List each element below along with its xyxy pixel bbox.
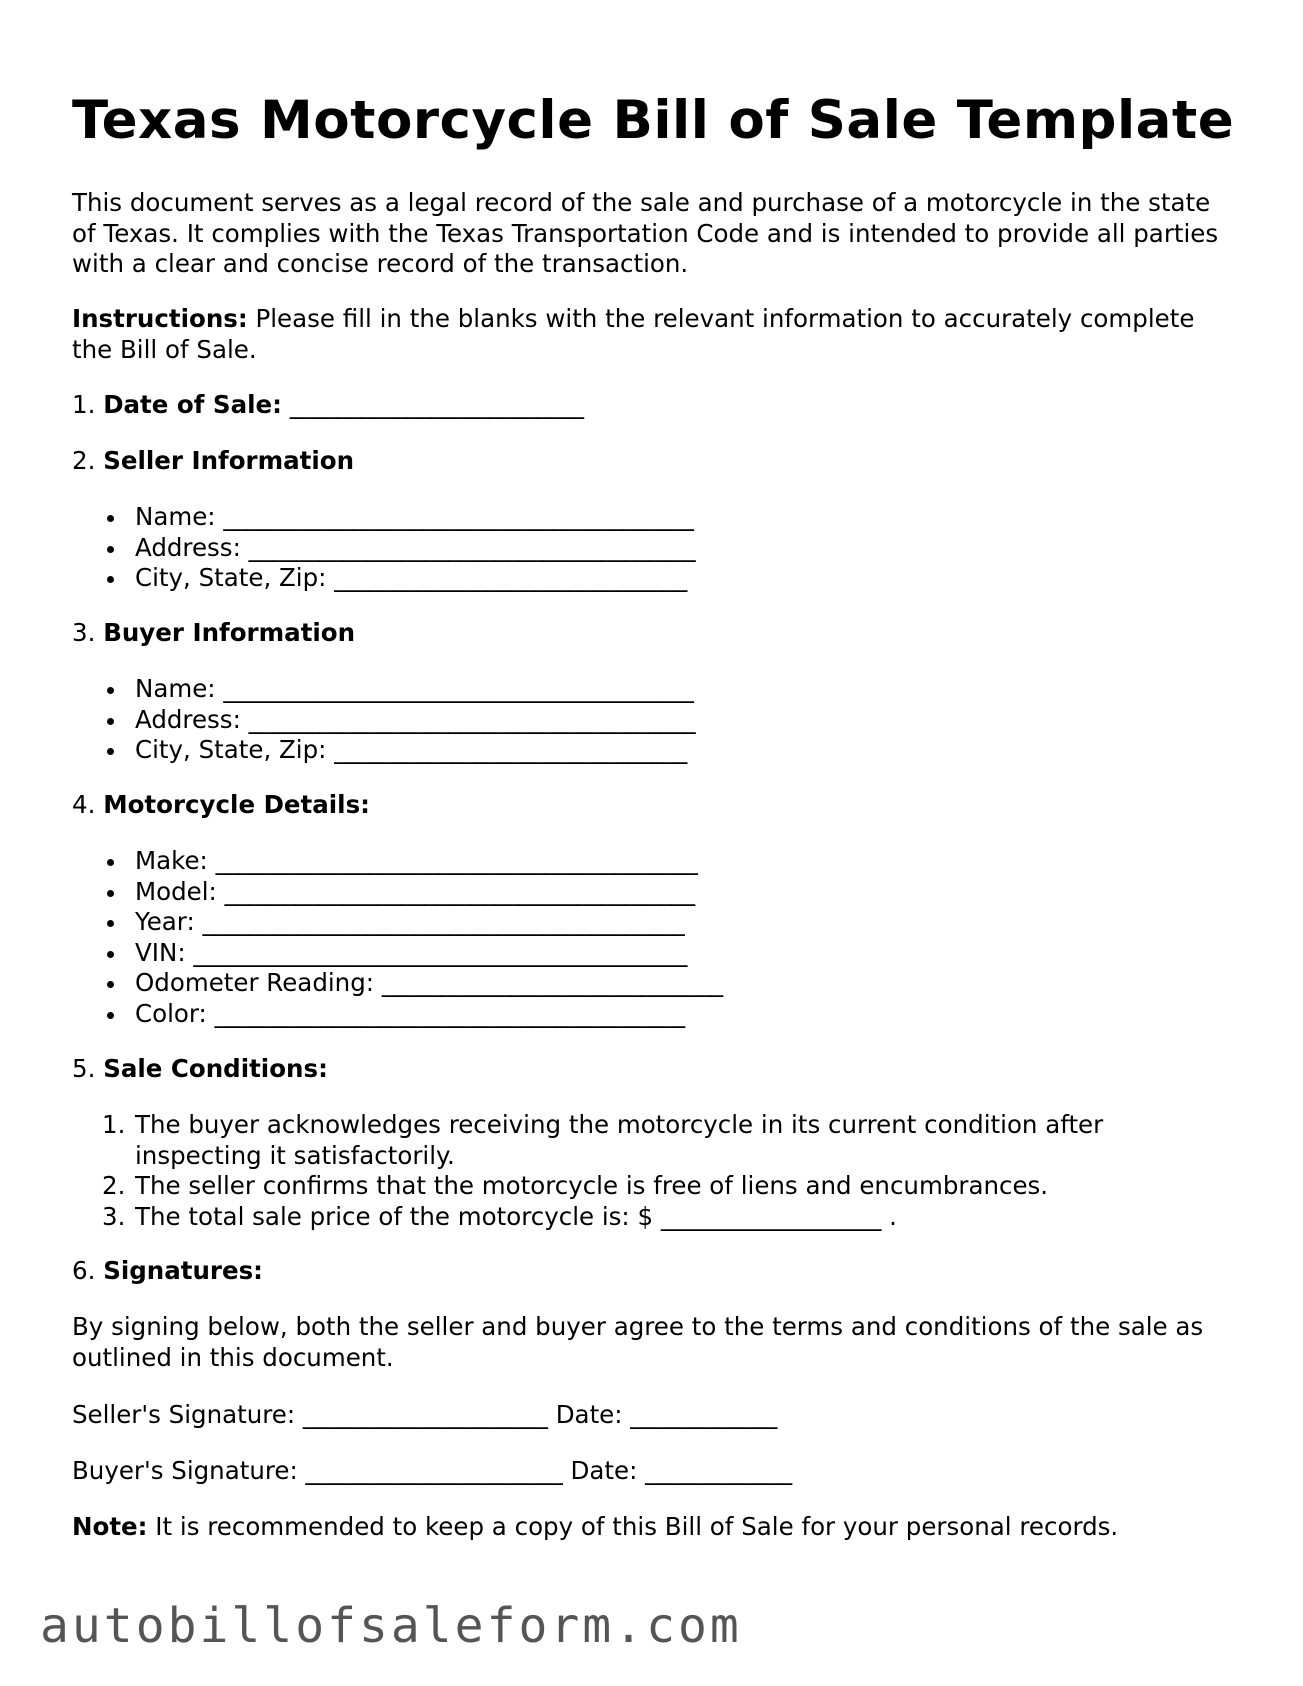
field-label: VIN: <box>135 937 186 967</box>
date-of-sale-field[interactable]: _________________________ <box>289 390 584 419</box>
seller-fields-list <box>102 502 695 594</box>
document-title: Texas Motorcycle Bill of Sale Template <box>72 90 1235 151</box>
condition-text: The total sale price of the motorcycle is: $ __________________ . <box>135 1201 897 1231</box>
year-field[interactable]: _________________________________________ <box>202 907 685 936</box>
condition-number: 2. <box>102 1171 126 1200</box>
vin-row <box>102 938 723 969</box>
motorcycle-section-heading <box>72 790 370 821</box>
date-of-sale-label: Date of Sale: <box>103 390 282 419</box>
signatures-heading: Signatures: <box>103 1256 263 1285</box>
conditions-heading: Sale Conditions: <box>103 1054 328 1083</box>
model-row <box>102 877 723 908</box>
field-label: Address: <box>135 532 241 562</box>
seller-name-row <box>102 502 695 533</box>
seller-name-field[interactable]: ________________________________________ <box>223 502 694 531</box>
section-number: 3. <box>72 618 96 647</box>
section-number: 4. <box>72 790 96 819</box>
signatures-statement: By signing below, both the seller and buyer agree to the terms and conditions of the sale as outlined in this document. <box>72 1312 1204 1372</box>
field-label: Make: <box>135 846 208 875</box>
conditions-section-heading <box>72 1054 328 1085</box>
date-of-sale-line <box>72 390 583 421</box>
note-text: It is recommended to keep a copy of this Bill of Sale for your personal records. <box>155 1512 1119 1541</box>
odometer-row <box>102 968 723 999</box>
intro-paragraph: This document serves as a legal record of the sale and purchase of a motorcycle in the state of Texas. It complies with the Texas Transportation Code and is intended to provide all parties with a clear and concise record of the transaction. <box>72 188 1219 278</box>
instructions-text: Please fill in the blanks with the relevant information to accurately complete the Bill of Sale. <box>72 304 1195 364</box>
section-number: 1. <box>72 390 96 419</box>
buyer-address-row <box>102 705 695 736</box>
seller-address-row <box>102 533 695 564</box>
condition-number: 3. <box>102 1201 126 1231</box>
instructions-paragraph <box>72 304 1222 365</box>
buyer-name-field[interactable]: ________________________________________ <box>223 674 694 703</box>
seller-address-field[interactable]: ______________________________________ <box>248 532 696 562</box>
condition-item <box>102 1171 1175 1202</box>
condition-number: 1. <box>102 1110 126 1139</box>
color-field[interactable]: ________________________________________ <box>214 998 685 1028</box>
field-label: Model: <box>135 876 217 906</box>
field-label: Color: <box>135 998 207 1028</box>
field-label: Odometer Reading: <box>135 968 375 997</box>
seller-signature-line[interactable]: Seller's Signature: ____________________ Date: ____________ <box>72 1400 778 1429</box>
field-label: Address: <box>135 704 241 734</box>
conditions-list <box>102 1110 1175 1232</box>
buyer-city-row <box>102 735 695 766</box>
signatures-section-heading <box>72 1256 263 1287</box>
field-label: City, State, Zip: <box>135 735 327 764</box>
model-field[interactable]: ________________________________________ <box>224 876 695 906</box>
condition-item <box>102 1202 1175 1233</box>
watermark: autobillofsaleform.com <box>40 1598 742 1654</box>
section-number: 6. <box>72 1256 96 1285</box>
buyer-city-field[interactable]: ______________________________ <box>334 735 687 764</box>
seller-city-field[interactable]: ______________________________ <box>334 563 687 592</box>
condition-text: The buyer acknowledges receiving the motorcycle in its current condition after inspecting it satisfactorily. <box>135 1110 1104 1170</box>
seller-city-row <box>102 563 695 594</box>
instructions-label: Instructions: <box>72 304 248 333</box>
buyer-fields-list <box>102 674 695 766</box>
buyer-address-field[interactable]: ______________________________________ <box>248 704 696 734</box>
make-field[interactable]: _________________________________________ <box>215 846 698 875</box>
seller-section-heading <box>72 446 354 477</box>
vin-field[interactable]: __________________________________________ <box>193 937 687 967</box>
color-row <box>102 999 723 1030</box>
section-number: 5. <box>72 1054 96 1083</box>
make-row <box>102 846 723 877</box>
buyer-section-heading <box>72 618 355 649</box>
section-number: 2. <box>72 446 96 475</box>
condition-item <box>102 1110 1175 1171</box>
note-line <box>72 1512 1118 1543</box>
note-label: Note: <box>72 1512 148 1541</box>
field-label: City, State, Zip: <box>135 563 327 592</box>
odometer-field[interactable]: _____________________________ <box>381 968 723 997</box>
buyer-name-row <box>102 674 695 705</box>
field-label: Year: <box>135 907 195 936</box>
motorcycle-fields-list <box>102 846 723 1029</box>
buyer-heading: Buyer Information <box>103 618 356 647</box>
seller-heading: Seller Information <box>103 446 355 475</box>
field-label: Name: <box>135 502 216 531</box>
condition-text: The seller confirms that the motorcycle is free of liens and encumbrances. <box>135 1171 1049 1200</box>
year-row <box>102 907 723 938</box>
field-label: Name: <box>135 674 216 703</box>
buyer-signature-line[interactable]: Buyer's Signature: _____________________ Date: ____________ <box>72 1456 793 1485</box>
motorcycle-heading: Motorcycle Details: <box>103 790 370 819</box>
